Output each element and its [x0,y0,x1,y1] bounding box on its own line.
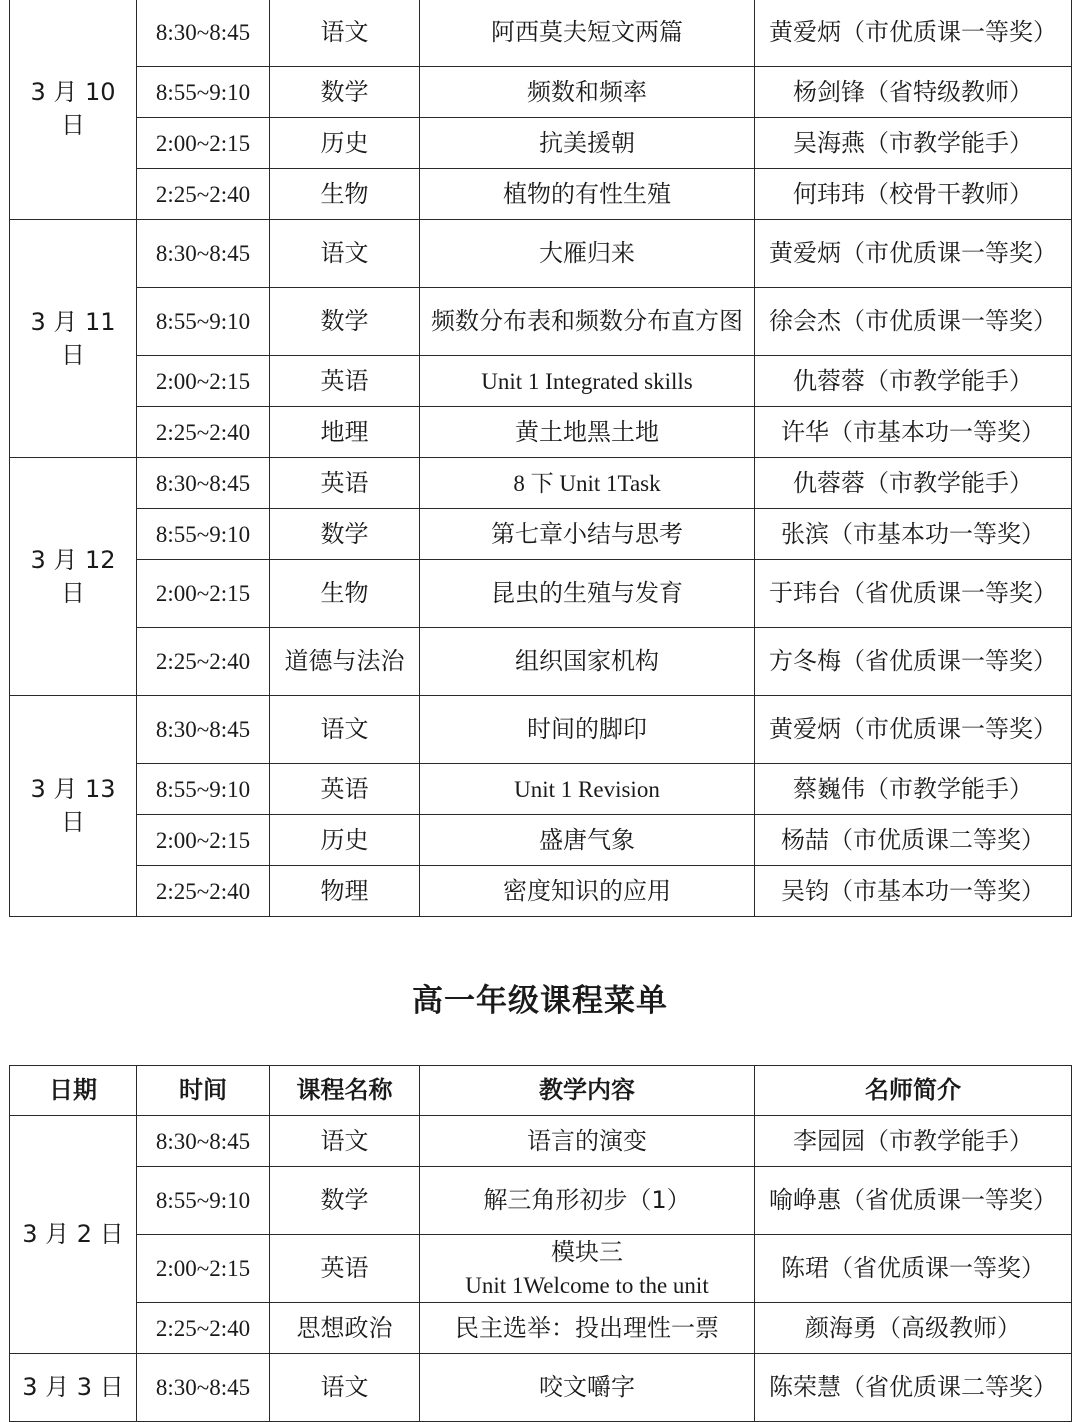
teacher-cell: 黄爱炳（市优质课一等奖） [755,220,1072,288]
time-cell: 2:00~2:15 [137,815,270,866]
content-cell: Unit 1 Revision [420,764,755,815]
content-cell: 组织国家机构 [420,628,755,696]
table-row [10,696,1072,764]
subject-cell: 地理 [270,407,420,458]
teacher-cell: 张滨（市基本功一等奖） [755,509,1072,560]
table-row [10,1167,1072,1235]
content-cell [420,1235,755,1303]
table-row [10,458,1072,509]
teacher-cell: 杨喆（市优质课二等奖） [755,815,1072,866]
teacher-cell: 于玮台（省优质课一等奖） [755,560,1072,628]
content-cell: 咬文嚼字 [420,1354,755,1422]
teacher-cell: 黄爱炳（市优质课一等奖） [755,696,1072,764]
subject-cell: 历史 [270,118,420,169]
time-cell: 2:25~2:40 [137,407,270,458]
table-row [10,1116,1072,1167]
schedule-table-grade8 [9,0,1072,917]
time-cell: 2:00~2:15 [137,1235,270,1303]
teacher-cell: 吴海燕（市教学能手） [755,118,1072,169]
table-row [10,764,1072,815]
table-row [10,0,1072,67]
date-cell: 3 月 10 日 [10,0,137,220]
time-cell: 2:00~2:15 [137,356,270,407]
table-row [10,560,1072,628]
table-row [10,118,1072,169]
date-cell: 3 月 13 日 [10,696,137,917]
teacher-cell: 黄爱炳（市优质课一等奖） [755,0,1072,67]
table-row [10,866,1072,917]
subject-cell: 数学 [270,1167,420,1235]
content-cell: 频数分布表和频数分布直方图 [420,288,755,356]
subject-cell: 语文 [270,0,420,67]
time-cell: 2:00~2:15 [137,560,270,628]
subject-cell: 英语 [270,356,420,407]
content-line-2: Unit 1Welcome to the unit [465,1272,709,1298]
subject-cell: 语文 [270,1116,420,1167]
table-row [10,288,1072,356]
table-row [10,407,1072,458]
time-cell: 8:55~9:10 [137,509,270,560]
subject-cell: 生物 [270,560,420,628]
date-cell: 3 月 12 日 [10,458,137,696]
header-subject: 课程名称 [270,1066,420,1116]
time-cell: 2:25~2:40 [137,1303,270,1354]
content-cell: 解三角形初步（1） [420,1167,755,1235]
time-cell: 8:55~9:10 [137,1167,270,1235]
content-cell: 8 下 Unit 1Task [420,458,755,509]
time-cell: 8:55~9:10 [137,764,270,815]
table-row [10,815,1072,866]
subject-cell: 语文 [270,220,420,288]
content-cell: 黄土地黑土地 [420,407,755,458]
subject-cell: 英语 [270,1235,420,1303]
subject-cell: 生物 [270,169,420,220]
date-cell: 3 月 3 日 [10,1354,137,1422]
subject-cell: 历史 [270,815,420,866]
content-cell: 昆虫的生殖与发育 [420,560,755,628]
teacher-cell: 吴钧（市基本功一等奖） [755,866,1072,917]
subject-cell: 道德与法治 [270,628,420,696]
subject-cell: 语文 [270,696,420,764]
time-cell: 8:30~8:45 [137,0,270,67]
teacher-cell: 何玮玮（校骨干教师） [755,169,1072,220]
content-line-1: 模块三 [551,1237,623,1266]
section-title: 高一年级课程菜单 [412,983,668,1019]
teacher-cell: 李园园（市教学能手） [755,1116,1072,1167]
table-row [10,1354,1072,1422]
time-cell: 2:00~2:15 [137,118,270,169]
teacher-cell: 杨剑锋（省特级教师） [755,67,1072,118]
teacher-cell: 喻峥惠（省优质课一等奖） [755,1167,1072,1235]
teacher-cell: 徐会杰（市优质课一等奖） [755,288,1072,356]
table-row [10,220,1072,288]
teacher-cell: 陈珺（省优质课一等奖） [755,1235,1072,1303]
time-cell: 8:30~8:45 [137,1116,270,1167]
content-cell: 抗美援朝 [420,118,755,169]
content-cell: 第七章小结与思考 [420,509,755,560]
content-cell: 民主选举：投出理性一票 [420,1303,755,1354]
subject-cell: 英语 [270,764,420,815]
table-row [10,1235,1072,1303]
teacher-cell: 陈荣慧（省优质课二等奖） [755,1354,1072,1422]
table-row [10,356,1072,407]
content-cell: 阿西莫夫短文两篇 [420,0,755,67]
header-teacher: 名师简介 [755,1066,1072,1116]
schedule-table-grade10 [9,1065,1072,1422]
subject-cell: 数学 [270,288,420,356]
subject-cell: 物理 [270,866,420,917]
table-row [10,1303,1072,1354]
subject-cell: 英语 [270,458,420,509]
content-cell: 时间的脚印 [420,696,755,764]
time-cell: 8:30~8:45 [137,696,270,764]
header-content: 教学内容 [420,1066,755,1116]
content-cell: 语言的演变 [420,1116,755,1167]
header-date: 日期 [10,1066,137,1116]
content-cell: 密度知识的应用 [420,866,755,917]
teacher-cell: 仇蓉蓉（市教学能手） [755,356,1072,407]
teacher-cell: 许华（市基本功一等奖） [755,407,1072,458]
time-cell: 8:55~9:10 [137,288,270,356]
time-cell: 8:30~8:45 [137,220,270,288]
header-time: 时间 [137,1066,270,1116]
content-cell: 大雁归来 [420,220,755,288]
subject-cell: 数学 [270,509,420,560]
table-header-row [10,1066,1072,1116]
table-row [10,509,1072,560]
time-cell: 2:25~2:40 [137,866,270,917]
teacher-cell: 颜海勇（高级教师） [755,1303,1072,1354]
subject-cell: 语文 [270,1354,420,1422]
teacher-cell: 蔡巍伟（市教学能手） [755,764,1072,815]
content-cell: 盛唐气象 [420,815,755,866]
table-row [10,169,1072,220]
time-cell: 8:55~9:10 [137,67,270,118]
time-cell: 8:30~8:45 [137,458,270,509]
subject-cell: 数学 [270,67,420,118]
teacher-cell: 仇蓉蓉（市教学能手） [755,458,1072,509]
content-cell: Unit 1 Integrated skills [420,356,755,407]
date-cell: 3 月 2 日 [10,1116,137,1354]
content-cell: 频数和频率 [420,67,755,118]
subject-cell: 思想政治 [270,1303,420,1354]
date-cell: 3 月 11 日 [10,220,137,458]
table-row [10,67,1072,118]
time-cell: 2:25~2:40 [137,169,270,220]
time-cell: 2:25~2:40 [137,628,270,696]
content-cell: 植物的有性生殖 [420,169,755,220]
table-row [10,628,1072,696]
time-cell: 8:30~8:45 [137,1354,270,1422]
teacher-cell: 方冬梅（省优质课一等奖） [755,628,1072,696]
